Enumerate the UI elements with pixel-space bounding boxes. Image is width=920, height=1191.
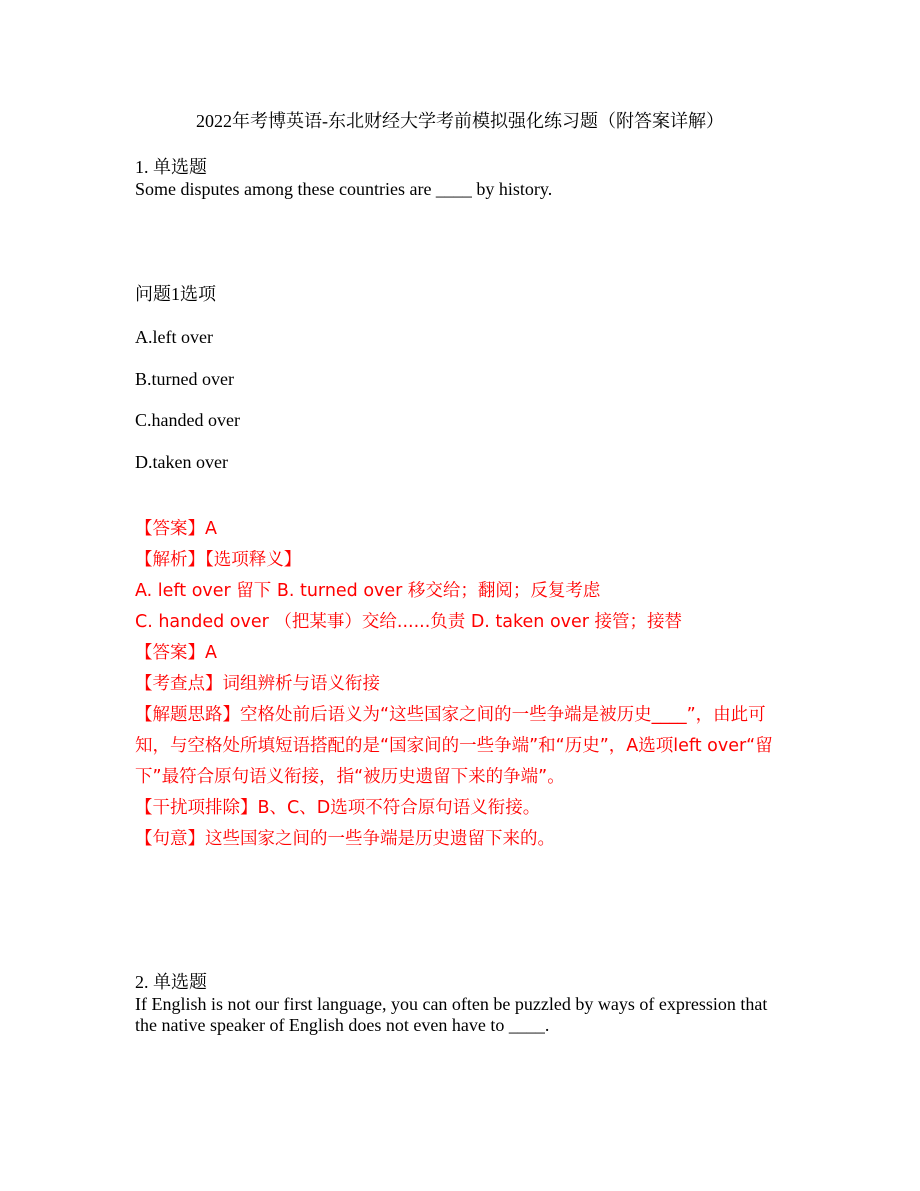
- distractor-elimination: 【干扰项排除】B、C、D选项不符合原句语义衔接。: [135, 798, 541, 818]
- answer-line: 【答案】A: [135, 519, 217, 539]
- question-1-options-heading: 问题1选项: [135, 284, 216, 304]
- document-title: 2022年考博英语-东北财经大学考前模拟强化练习题（附答案详解）: [196, 111, 724, 131]
- option-definitions-cd: C. handed over （把某事）交给......负责 D. taken over 接管；接替: [135, 612, 683, 632]
- option-a: A.left over: [135, 327, 213, 347]
- analysis-heading: 【解析】【选项释义】: [135, 550, 302, 570]
- solution-approach: 【解题思路】空格处前后语义为“这些国家之间的一些争端是被历史____”，由此可知，与空格处所填短语搭配的是“国家间的一些争端”和“历史”，A选项left over“留下”最符合原句语义衔接，指“被历史遗留下来的争端”。: [135, 705, 773, 787]
- question-1-heading: 1. 单选题: [135, 157, 207, 177]
- option-definitions-ab: A. left over 留下 B. turned over 移交给；翻阅；反复考虑: [135, 581, 601, 601]
- question-2-stem: If English is not our first language, you can often be puzzled by ways of expression that the native speaker of English does not even have to ____.: [135, 994, 768, 1035]
- option-b: B.turned over: [135, 369, 234, 389]
- sentence-meaning: 【句意】这些国家之间的一些争端是历史遗留下来的。: [135, 829, 555, 849]
- answer-analysis: [135, 514, 790, 855]
- question-2-heading: 2. 单选题: [135, 972, 207, 992]
- answer-line-repeat: 【答案】A: [135, 643, 217, 663]
- test-point: 【考查点】词组辨析与语义衔接: [135, 674, 380, 694]
- option-d: D.taken over: [135, 452, 228, 472]
- question-1-stem: Some disputes among these countries are ____ by history.: [135, 179, 553, 199]
- option-c: C.handed over: [135, 410, 240, 430]
